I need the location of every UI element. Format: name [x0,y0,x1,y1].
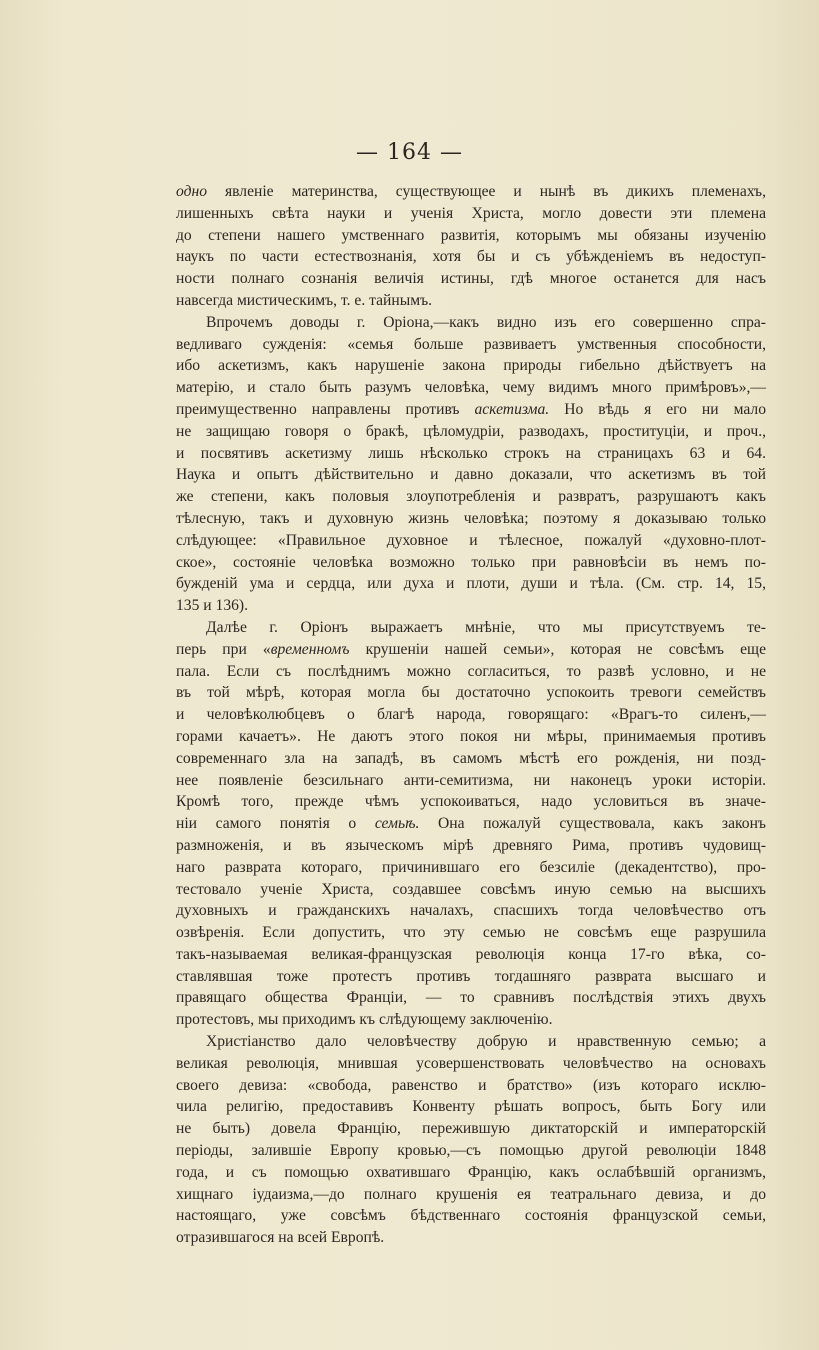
italic-emphasis: аскетизма. [474,400,550,418]
text-line [176,399,766,421]
text-segment: горами качаетъ». Не даютъ этого покоя ни мѣры, принимаемыя противъ [176,727,766,745]
text-segment: Кромѣ того, прежде чѣмъ успокоиваться, надо условиться въ значе- [176,793,766,811]
text-segment: настоящаго, уже совсѣмъ бѣдственнаго состоянія французской семьи, [176,1207,766,1225]
text-segment: отразившагося на всей Европѣ. [176,1229,385,1247]
text-line [176,552,766,574]
text-line [176,246,766,268]
text-line [176,312,766,334]
text-segment: года, и съ помощью охватившаго Францію, какъ ослабѣвшій организмъ, [176,1163,766,1181]
text-segment: ведливаго сужденія: «семья больше развиваетъ умственныя способности, [176,335,766,353]
text-line [176,508,766,530]
italic-emphasis: одно [176,183,208,200]
text-line [176,791,766,813]
text-segment: великая революція, мнившая усовершенствовать человѣчество на основахъ [176,1054,766,1072]
text-line [176,1184,766,1206]
text-segment: тѣлесную, такъ и духовную жизнь человѣка; поэтому я доказываю только [176,509,766,527]
text-segment: ское», состояніе человѣка возможно только при равновѣсіи въ немъ по- [176,553,766,571]
italic-emphasis: семьѣ. [374,815,420,833]
text-line [176,1140,766,1162]
text-segment: Впрочемъ доводы г. Оріона,—какъ видно изъ его совершенно спра- [206,313,766,331]
text-segment: озвѣренія. Если допустить, что эту семью не совсѣмъ еще разрушила [176,924,766,942]
text-line [176,704,766,726]
text-line [176,682,766,704]
text-line [176,573,766,595]
text-segment: ставлявшая тоже протестъ противъ тогдашняго разврата высшаго и [176,967,766,985]
text-segment: и посвятивъ аскетизму лишь нѣсколько строкъ на страницахъ 63 и 64. [176,444,766,462]
text-segment: ибо аскетизмъ, какъ нарушеніе закона природы гибельно дѣйствуетъ на [176,357,766,375]
text-line [176,987,766,1009]
text-line [176,1118,766,1140]
text-line [176,879,766,901]
text-segment: лишенныхъ свѣта науки и ученія Христа, могло довести эти племена [176,204,766,222]
text-line [176,966,766,988]
text-line [176,181,766,203]
text-line [176,900,766,922]
text-line [176,486,766,508]
text-segment: чила религію, предоставивъ Конвенту рѣшать вопросъ, быть Богу или [176,1098,766,1116]
text-segment: явленіе материнства, существующее и нынѣ въ дикихъ племенахъ, [207,183,766,200]
text-line [176,617,766,639]
text-line [176,1096,766,1118]
text-line [176,225,766,247]
text-segment: хищнаго іудаизма,—до полнаго крушенія ея театральнаго девиза, и до [176,1185,766,1203]
text-segment: современнаго зла на западѣ, въ самомъ мѣстѣ его рожденія, ни позд- [176,749,766,767]
text-line [176,1075,766,1097]
text-line [176,748,766,770]
text-line [176,1205,766,1227]
text-line [176,835,766,857]
text-line [176,203,766,225]
text-line [176,1227,766,1249]
text-segment: крушеніи нашей семьи», которая не совсѣмъ еще [349,640,766,658]
text-line [176,770,766,792]
body-text [176,181,766,1249]
italic-emphasis: временномъ [270,640,350,658]
text-segment: ности полнаго сознанія величія истины, гдѣ многое останется для насъ [176,270,766,288]
text-line [176,377,766,399]
text-segment: правящаго общества Франціи, — то сравнивъ послѣдствія этихъ двухъ [176,989,766,1007]
text-segment: Христіанство дало человѣчеству добрую и нравственную семью; а [206,1033,766,1051]
text-line [176,1162,766,1184]
text-segment: ніи самого понятія о [176,815,375,833]
text-line [176,944,766,966]
text-segment: тестовало ученіе Христа, создавшее совсѣмъ иную семью на высшихъ [176,880,766,898]
text-line [176,421,766,443]
text-line [176,813,766,835]
text-line [176,443,766,465]
text-segment: протестовъ, мы приходимъ къ слѣдующему заключенію. [176,1011,553,1029]
text-segment: своего девиза: «свобода, равенство и братство» (изъ котораго исклю- [176,1076,766,1094]
text-line [176,268,766,290]
text-segment: бужденій ума и сердца, или духа и плоти, души и тѣла. (См. стр. 14, 15, [176,575,766,593]
text-segment: до степени нашего умственнаго развитія, которымъ мы обязаны изученію [176,226,766,244]
text-line [176,726,766,748]
text-segment: размноженія, и въ языческомъ мірѣ древняго Рима, противъ чудовищ- [176,836,766,854]
text-segment: такъ-называемая великая-французская революція конца 17-го вѣка, со- [176,945,766,963]
text-segment: же степени, какъ половыя злоупотребленія и развратъ, разрушаютъ какъ [176,488,766,506]
text-segment: матерію, и стало быть разумъ человѣка, чему видимъ много примѣровъ»,— [176,379,766,397]
text-line [176,290,766,312]
text-segment: преимущественно направлены противъ [176,400,475,418]
text-segment: навсегда мистическимъ, т. е. тайнымъ. [176,291,433,309]
text-line [176,1031,766,1053]
text-segment: слѣдующее: «Правильное духовное и тѣлесное, пожалуй «духовно-плот- [176,531,766,549]
text-segment: Наука и опытъ дѣйствительно и давно доказали, что аскетизмъ въ той [176,466,766,484]
text-segment: духовныхъ и гражданскихъ началахъ, спасшихъ тогда человѣчество отъ [176,902,766,920]
text-line [176,661,766,683]
text-line [176,922,766,944]
text-segment: періоды, залившіе Европу кровью,—съ помощью другой революціи 1848 [176,1142,766,1160]
text-segment: въ той мѣрѣ, которая могла бы достаточно успокоить тревоги семействъ [176,684,766,702]
text-segment: не защищаю говоря о бракѣ, цѣломудріи, разводахъ, проституціи, и проч., [176,422,766,440]
text-line [176,1009,766,1031]
text-segment: и человѣколюбцевъ о благѣ народа, говорящаго: «Врагъ-то силенъ,— [176,706,766,724]
text-segment: наукъ по части естествознанія, хотя бы и съ убѣжденіемъ въ недоступ- [176,248,766,266]
text-segment: не быть) довела Францію, пережившую диктаторскій и императорскій [176,1120,766,1138]
page-number: — 164 — [356,140,463,165]
text-segment: Далѣе г. Оріонъ выражаетъ мнѣніе, что мы присутствуемъ те- [206,618,766,636]
text-line [176,857,766,879]
text-line [176,530,766,552]
text-segment: перь при « [176,640,271,658]
text-segment: 135 и 136). [176,597,249,615]
text-line [176,464,766,486]
text-line [176,595,766,617]
text-segment: нее появленіе безсильнаго анти-семитизма, ни наконецъ уроки исторіи. [176,771,766,789]
text-line [176,355,766,377]
text-segment: наго разврата котораго, причинившаго его безсиліе (декадентство), про- [176,858,766,876]
text-segment: Она пожалуй существовала, какъ законъ [419,815,766,833]
text-line [176,1053,766,1075]
text-segment: Но вѣдь я его ни мало [549,400,766,418]
text-line [176,639,766,661]
text-line [176,334,766,356]
text-segment: пала. Если съ послѣднимъ можно согласиться, то развѣ условно, и не [176,662,766,680]
